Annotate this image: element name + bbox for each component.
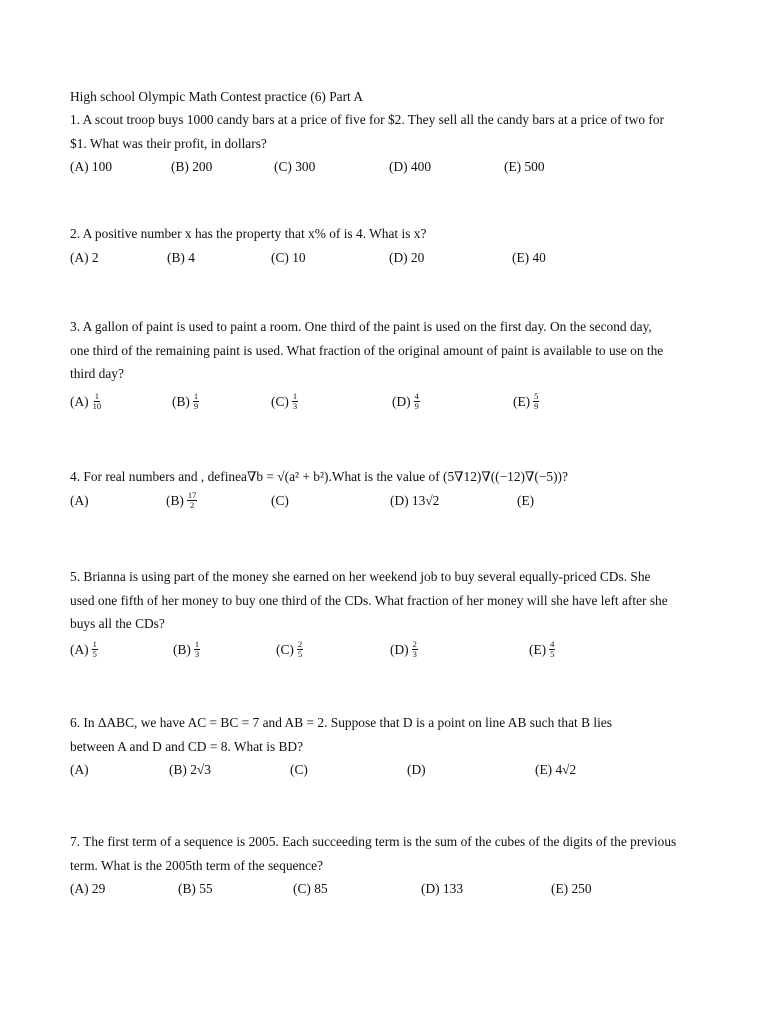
question-3-line-2: one third of the remaining paint is used. What fraction of the original amount of paint is available to use on the bbox=[70, 342, 664, 358]
question-3-line-3: third day? bbox=[70, 366, 124, 381]
choice-a: (A) bbox=[70, 762, 89, 777]
question-6-line-2: between A and D and CD = 8. What is BD? bbox=[70, 738, 304, 754]
choice-e: (E) bbox=[517, 492, 535, 508]
question-4-line-1: 4. For real numbers and , definea∇b = √(a² + b²).What is the value of (5∇12)∇((−12)∇(−5))? bbox=[70, 469, 568, 484]
question-3-choices bbox=[70, 390, 698, 414]
choice-c: (C) bbox=[271, 492, 289, 508]
choice-e: (E) $\frac{5}{9}$ bbox=[513, 390, 539, 411]
question-7 bbox=[70, 830, 698, 901]
choice-a: (A) bbox=[70, 492, 89, 508]
question-5-line-3: buys all the CDs? bbox=[70, 616, 165, 631]
choice-a: (A) $\frac{1}{5}$ bbox=[70, 638, 97, 659]
question-7-stem bbox=[70, 830, 698, 877]
fraction: $\frac{2}{5}$ bbox=[297, 638, 303, 659]
question-6-choices bbox=[70, 758, 698, 782]
question-4 bbox=[70, 465, 698, 513]
question-7-line-1: 7. The first term of a sequence is 2005. Each succeeding term is the sum of the cubes of the digits of the previous bbox=[70, 834, 677, 849]
question-6-stem bbox=[70, 711, 698, 758]
question-5-choices bbox=[70, 638, 698, 662]
question-1-choices bbox=[70, 155, 698, 179]
question-1-line-1: 1. A scout troop buys 1000 candy bars at a price of five for $2. They sell all the candy bars at a price of two for bbox=[70, 112, 664, 127]
choice-b: (B) 200 bbox=[171, 159, 213, 174]
choice-d: (D) $\frac{2}{3}$ bbox=[390, 638, 417, 659]
choice-b: (B) 2√3 bbox=[169, 762, 211, 777]
question-3-stem bbox=[70, 315, 698, 386]
fraction: $\frac{4}{5}$ bbox=[550, 638, 555, 659]
question-4-stem bbox=[70, 465, 698, 489]
fraction: $\frac{1}{5}$ bbox=[92, 638, 97, 659]
choice-a: (A) 29 bbox=[70, 881, 106, 896]
choice-b: (B) $\frac{17}{2}$ bbox=[166, 489, 197, 510]
question-1-stem bbox=[70, 108, 698, 155]
question-6-line-1: 6. In ΔABC, we have AC = BC = 7 and AB = 2. Suppose that D is a point on line AB such that B lies bbox=[70, 715, 612, 730]
choice-d: (D) 20 bbox=[389, 249, 425, 265]
choice-e: (E) $\frac{4}{5}$ bbox=[529, 638, 555, 659]
fraction: $\frac{1}{3}$ bbox=[292, 390, 298, 411]
choice-d: (D) 133 bbox=[421, 881, 464, 896]
document-title: High school Olympic Math Contest practice (6) Part A bbox=[70, 89, 364, 104]
fraction: $\frac{1}{9}$ bbox=[193, 390, 199, 411]
choice-c: (C) $\frac{2}{5}$ bbox=[276, 638, 303, 659]
question-4-choices bbox=[70, 489, 698, 513]
fraction: $\frac{1}{3}$ bbox=[194, 638, 200, 659]
choice-b: (B) 55 bbox=[178, 881, 213, 896]
choice-d: (D) $\frac{4}{9}$ bbox=[392, 390, 419, 411]
question-2 bbox=[70, 222, 698, 270]
question-3 bbox=[70, 315, 698, 414]
choice-d: (D) 13√2 bbox=[390, 492, 440, 508]
question-5 bbox=[70, 565, 698, 662]
choice-d: (D) 400 bbox=[389, 159, 432, 174]
fraction: $\frac{4}{9}$ bbox=[414, 390, 419, 411]
fraction: $\frac{2}{3}$ bbox=[412, 638, 417, 659]
question-2-stem bbox=[70, 222, 698, 246]
question-1 bbox=[70, 108, 698, 179]
question-5-line-1: 5. Brianna is using part of the money she earned on her weekend job to buy several equally-priced CDs. She bbox=[70, 569, 651, 584]
choice-a: (A) $\frac{1}{10}$ bbox=[70, 390, 102, 411]
question-7-line-2: term. What is the 2005th term of the sequence? bbox=[70, 857, 323, 873]
question-5-stem bbox=[70, 565, 698, 636]
choice-c: (C) $\frac{1}{3}$ bbox=[271, 390, 298, 411]
question-1-line-2: $1. What was their profit, in dollars? bbox=[70, 135, 267, 151]
choice-b: (B) 4 bbox=[167, 249, 195, 265]
choice-a: (A) 2 bbox=[70, 249, 99, 265]
question-5-line-2: used one fifth of her money to buy one third of the CDs. What fraction of her money will she have left after she bbox=[70, 592, 668, 608]
choice-e: (E) 4√2 bbox=[535, 762, 577, 777]
choice-e: (E) 250 bbox=[551, 881, 592, 896]
fraction: $\frac{1}{10}$ bbox=[92, 390, 102, 411]
choice-c: (C) bbox=[290, 762, 308, 777]
choice-b: (B) $\frac{1}{9}$ bbox=[172, 390, 199, 411]
choice-c: (C) 10 bbox=[271, 249, 306, 265]
question-2-choices bbox=[70, 246, 698, 270]
fraction: $\frac{5}{9}$ bbox=[534, 390, 539, 411]
choice-e: (E) 40 bbox=[512, 249, 546, 265]
question-3-line-1: 3. A gallon of paint is used to paint a room. One third of the paint is used on the first day. On the second day, bbox=[70, 319, 652, 334]
choice-a: (A) 100 bbox=[70, 159, 113, 174]
choice-c: (C) 300 bbox=[274, 159, 316, 174]
question-2-line-1: 2. A positive number x has the property that x% of is 4. What is x? bbox=[70, 226, 427, 241]
question-6 bbox=[70, 711, 698, 782]
choice-c: (C) 85 bbox=[293, 881, 328, 896]
choice-e: (E) 500 bbox=[504, 159, 545, 174]
question-7-choices bbox=[70, 877, 698, 901]
fraction: $\frac{17}{2}$ bbox=[187, 489, 197, 510]
choice-d: (D) bbox=[407, 762, 426, 777]
choice-b: (B) $\frac{1}{3}$ bbox=[173, 638, 200, 659]
